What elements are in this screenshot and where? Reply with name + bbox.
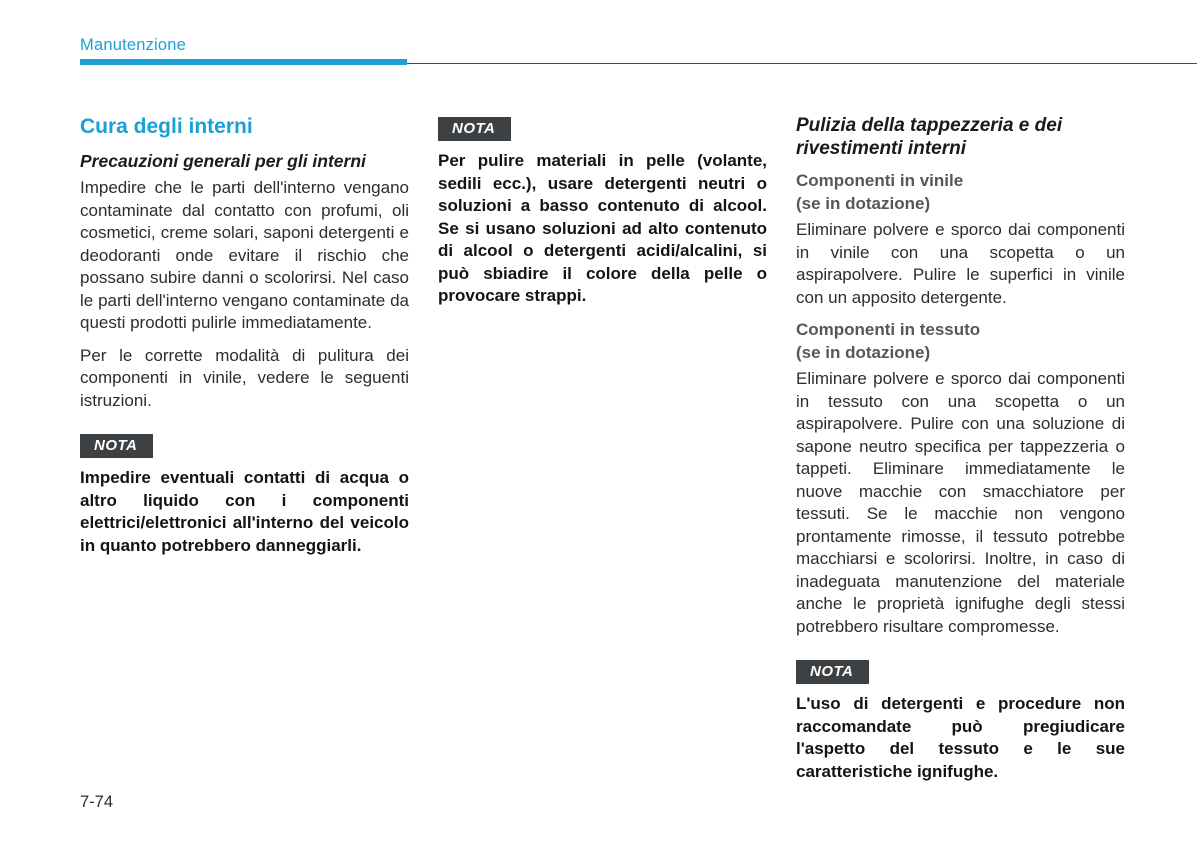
subsection-title: Precauzioni generali per gli interni: [80, 151, 366, 171]
nota-paragraph: Impedire eventuali contatti di acqua o altro liquido con i componenti elettrici/elettronici all'interno del veicolo in quanto potrebbero danneggiarli.: [80, 468, 409, 555]
subhead-tessuto: [796, 319, 1125, 364]
column-tappezzeria: [796, 114, 1125, 793]
nota-badge-label: NOTA: [94, 437, 138, 454]
header-accent-bar: [80, 59, 407, 65]
subhead-line: Componenti in vinile: [796, 171, 964, 190]
subhead-line: (se in dotazione): [796, 342, 931, 362]
paragraph: Impedire che le parti dell'interno vengano contaminate dal contatto con profumi, oli cosmetici, creme solari, saponi detergenti e deodoranti onde evitare il rischio che possano subire danni o scolorirsi. Nel caso le parti dell'interno vengano contaminate da questi prodotti pulirle immediatamente.: [80, 178, 409, 332]
section-header: Manutenzione: [80, 36, 187, 54]
content-columns: [80, 114, 1126, 793]
column-interni: [80, 114, 409, 793]
paragraph: Eliminare polvere e sporco dai componenti in vinile con una scopetta o un aspirapolvere. Pulire le superfici in vinile con un apposito detergente.: [796, 220, 1125, 307]
nota-paragraph: L'uso di detergenti e procedure non raccomandate può pregiudicare l'aspetto del tessuto e le sue caratteristiche ignifughe.: [796, 694, 1125, 781]
subhead-line: (se in dotazione): [796, 193, 931, 213]
paragraph: Eliminare polvere e sporco dai componenti in tessuto con una scopetta o un aspirapolvere. Pulire con una soluzione di sapone neutro specifica per tappezzeria o tappeti. Eliminare immediatamente le nuove macchie con smacchiatore per tessuti. Se le macchie non vengono prontamente rimosse, il tessuto potrebbe macchiarsi e scolorirsi. Inoltre, in caso di inadeguata manutenzione del materiale anche le proprietà ignifughe degli stessi potrebbero risultare compromesse.: [796, 369, 1125, 636]
nota-badge: [438, 117, 511, 141]
nota-paragraph: Per pulire materiali in pelle (volante, sedili ecc.), usare detergenti neutri o soluzioni a basso contenuto di alcool. Se si usano soluzioni ad alto contenuto di alcool o detergenti acidi/alcalini, si può sbiadire il colore della pelle o provocare strappi.: [438, 151, 767, 305]
nota-badge-label: NOTA: [452, 120, 496, 137]
page-number: 7-74: [80, 793, 114, 811]
subsection-title: Pulizia della tappezzeria e dei rivestimenti interni: [796, 115, 1063, 159]
nota-badge: [80, 434, 153, 458]
nota-badge: [796, 660, 869, 684]
column-pelle: [438, 114, 767, 793]
nota-badge-label: NOTA: [810, 663, 854, 680]
subhead-line: Componenti in tessuto: [796, 320, 981, 339]
subhead-vinile: [796, 170, 1125, 215]
paragraph: Per le corrette modalità di pulitura dei componenti in vinile, vedere le seguenti istruzioni.: [80, 345, 409, 410]
section-title: Cura degli interni: [80, 115, 253, 138]
header-rule: [407, 63, 1197, 64]
